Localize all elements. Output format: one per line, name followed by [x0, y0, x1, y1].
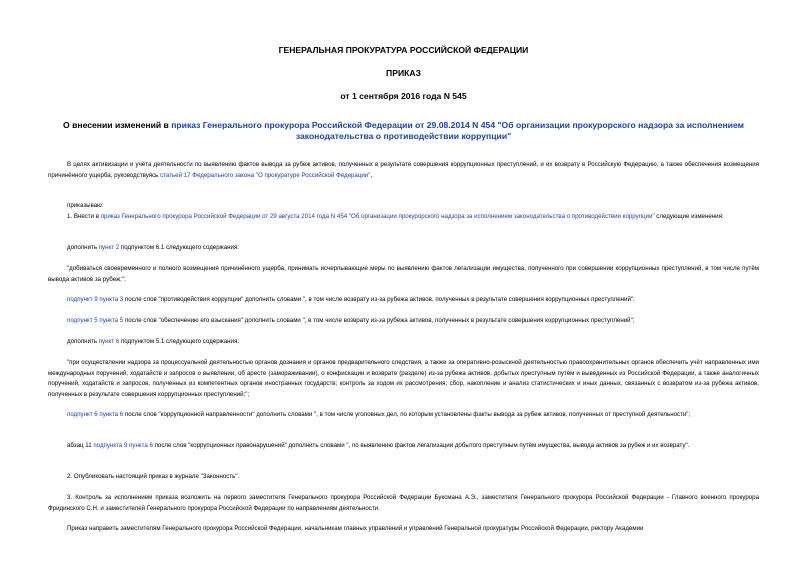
- amend-4-link[interactable]: пункт 6: [98, 338, 120, 345]
- intro-suffix: ,: [370, 171, 373, 179]
- amend-3-link[interactable]: подпункт 5 пункта 5: [67, 317, 124, 324]
- document-title: [48, 120, 759, 142]
- item-2-paragraph: 2. Опубликовать настоящий приказ в журнале "Законность".: [67, 473, 240, 480]
- doc-date-heading: от 1 сентября 2016 года N 545: [340, 91, 467, 101]
- amend-3-paragraph: [48, 316, 759, 327]
- amend-1-prefix: дополнить: [67, 244, 99, 251]
- item-1-suffix: следующие изменения:: [654, 213, 724, 220]
- intro-text: В целях активизации и учёта деятельности по выявлению фактов вывода за рубеж активов, полученных в результате совершения коррупционных преступлений, и их возврату в Российскую Федерацию, а также обеспечения возмещения причинённого ущерба, руководствуясь: [48, 161, 759, 179]
- title-prefix: О внесении изменений в: [63, 120, 172, 130]
- amend-6-link[interactable]: подпункта 9 пункта 6: [93, 442, 153, 449]
- amend-5-paragraph: [48, 410, 759, 421]
- intro-law-link[interactable]: статьей 17 Федерального закона "О прокуратуре Российской Федерации": [160, 171, 371, 179]
- agency-heading: ГЕНЕРАЛЬНАЯ ПРОКУРАТУРА РОССИЙСКОЙ ФЕДЕРАЦИИ: [278, 45, 529, 55]
- amend-3-suffix: после слов "обеспечению его взыскания" дополнить словами ", в том числе возврату из-за рубежа активов, полученных в результате совершения коррупционных преступлений";: [123, 317, 635, 324]
- item-1-order-link[interactable]: приказ Генерального прокурора Российской Федерации от 29 августа 2014 года N 454 "Об организации прокурорского надзора за исполнением законодательства о противодействии коррупции": [100, 213, 655, 220]
- order-word: приказываю:: [67, 202, 104, 209]
- amend-5-link[interactable]: подпункт 6 пункта 6: [67, 411, 124, 418]
- quote-2-paragraph: "при осуществлении надзора за процессуальной деятельностью органов дознания и органов предварительного следствия, а также за оперативно-розыскной деятельностью правоохранительных органов обеспечить учёт направленных ими международных поручений, ходатайств и запросов о выявлении, об аресте (замораживании), о конфискации и возврате (разделе) из-за рубежа активов, добытых преступным путём и выведенных из Российской Федерации, а также аналогичных поручений, ходатайств и запросов, полученных из компетентных органов иностранных государств; контроль за ходом их рассмотрения; сбор, накопление и анализ статистических и иных данных, связанных с возвратом из-за рубежа активов, полученных в результате совершения коррупционных преступлений;";: [48, 359, 759, 398]
- doc-type-heading: ПРИКАЗ: [386, 68, 421, 78]
- amend-6-paragraph: [48, 441, 759, 452]
- intro-paragraph: [48, 160, 759, 181]
- amend-4-paragraph: [48, 337, 759, 348]
- item-1-paragraph: [48, 212, 759, 223]
- amend-5-suffix: после слов "коррупционной направленности" дополнить словами ", в том числе уголовных дел, по которым установлены факты вывода за рубеж активов, полученных от преступной деятельности";: [123, 411, 691, 418]
- quote-1-paragraph: "добиваться своевременного и полного возмещения причинённого ущерба, принимать исчерпывающие меры по выявлению фактов легализации имущества, полученного при совершении коррупционных преступлений, в том числе путём вывода активов за рубеж;";: [48, 265, 759, 283]
- amend-4-suffix: подпунктом 5.1 следующего содержания:: [119, 338, 240, 345]
- item-3-paragraph: 3. Контроль за исполнением приказа возложить на первого заместителя Генерального прокурора Российской Федерации Буксмана А.Э., заместителя Генерального прокурора Российской Федерации - Главного военного прокурора Фридинского С.Н. и заместителей Генерального прокурора Российской Федерации по направлениям деятельности.: [48, 494, 759, 512]
- item-1-prefix: 1. Внести в: [67, 213, 101, 220]
- amend-2-link[interactable]: подпункт 9 пункта 3: [67, 296, 124, 303]
- amend-1-link[interactable]: пункт 2: [98, 244, 120, 251]
- amend-6-suffix: после слов "коррупционных правонарушений" дополнить словами ", по выявлению фактов легализации добытого преступным путём имущества, вывода активов за рубеж и их возврату".: [152, 442, 690, 449]
- amend-1-suffix: подпунктом 6.1 следующего содержания:: [119, 244, 240, 251]
- amend-4-prefix: дополнить: [67, 338, 99, 345]
- amend-1-paragraph: [48, 243, 759, 254]
- amend-6-prefix: абзац 11: [67, 442, 94, 449]
- amend-2-paragraph: [48, 295, 759, 306]
- amend-2-suffix: после слов "противодействия коррупции" дополнить словами ", в том числе возврату из-за рубежа активов, полученных в результате совершения коррупционных преступлений";: [123, 296, 635, 303]
- item-4-paragraph: Приказ направить заместителям Генерального прокурора Российской Федерации, начальникам главных управлений и управлений Генеральной прокуратуры Российской Федерации, ректору Академии: [67, 525, 644, 532]
- title-order-link[interactable]: приказ Генерального прокурора Российской Федерации от 29.08.2014 N 454 "Об организации прокурорского надзора за исполнением законодательства о противодействии коррупции": [171, 120, 744, 141]
